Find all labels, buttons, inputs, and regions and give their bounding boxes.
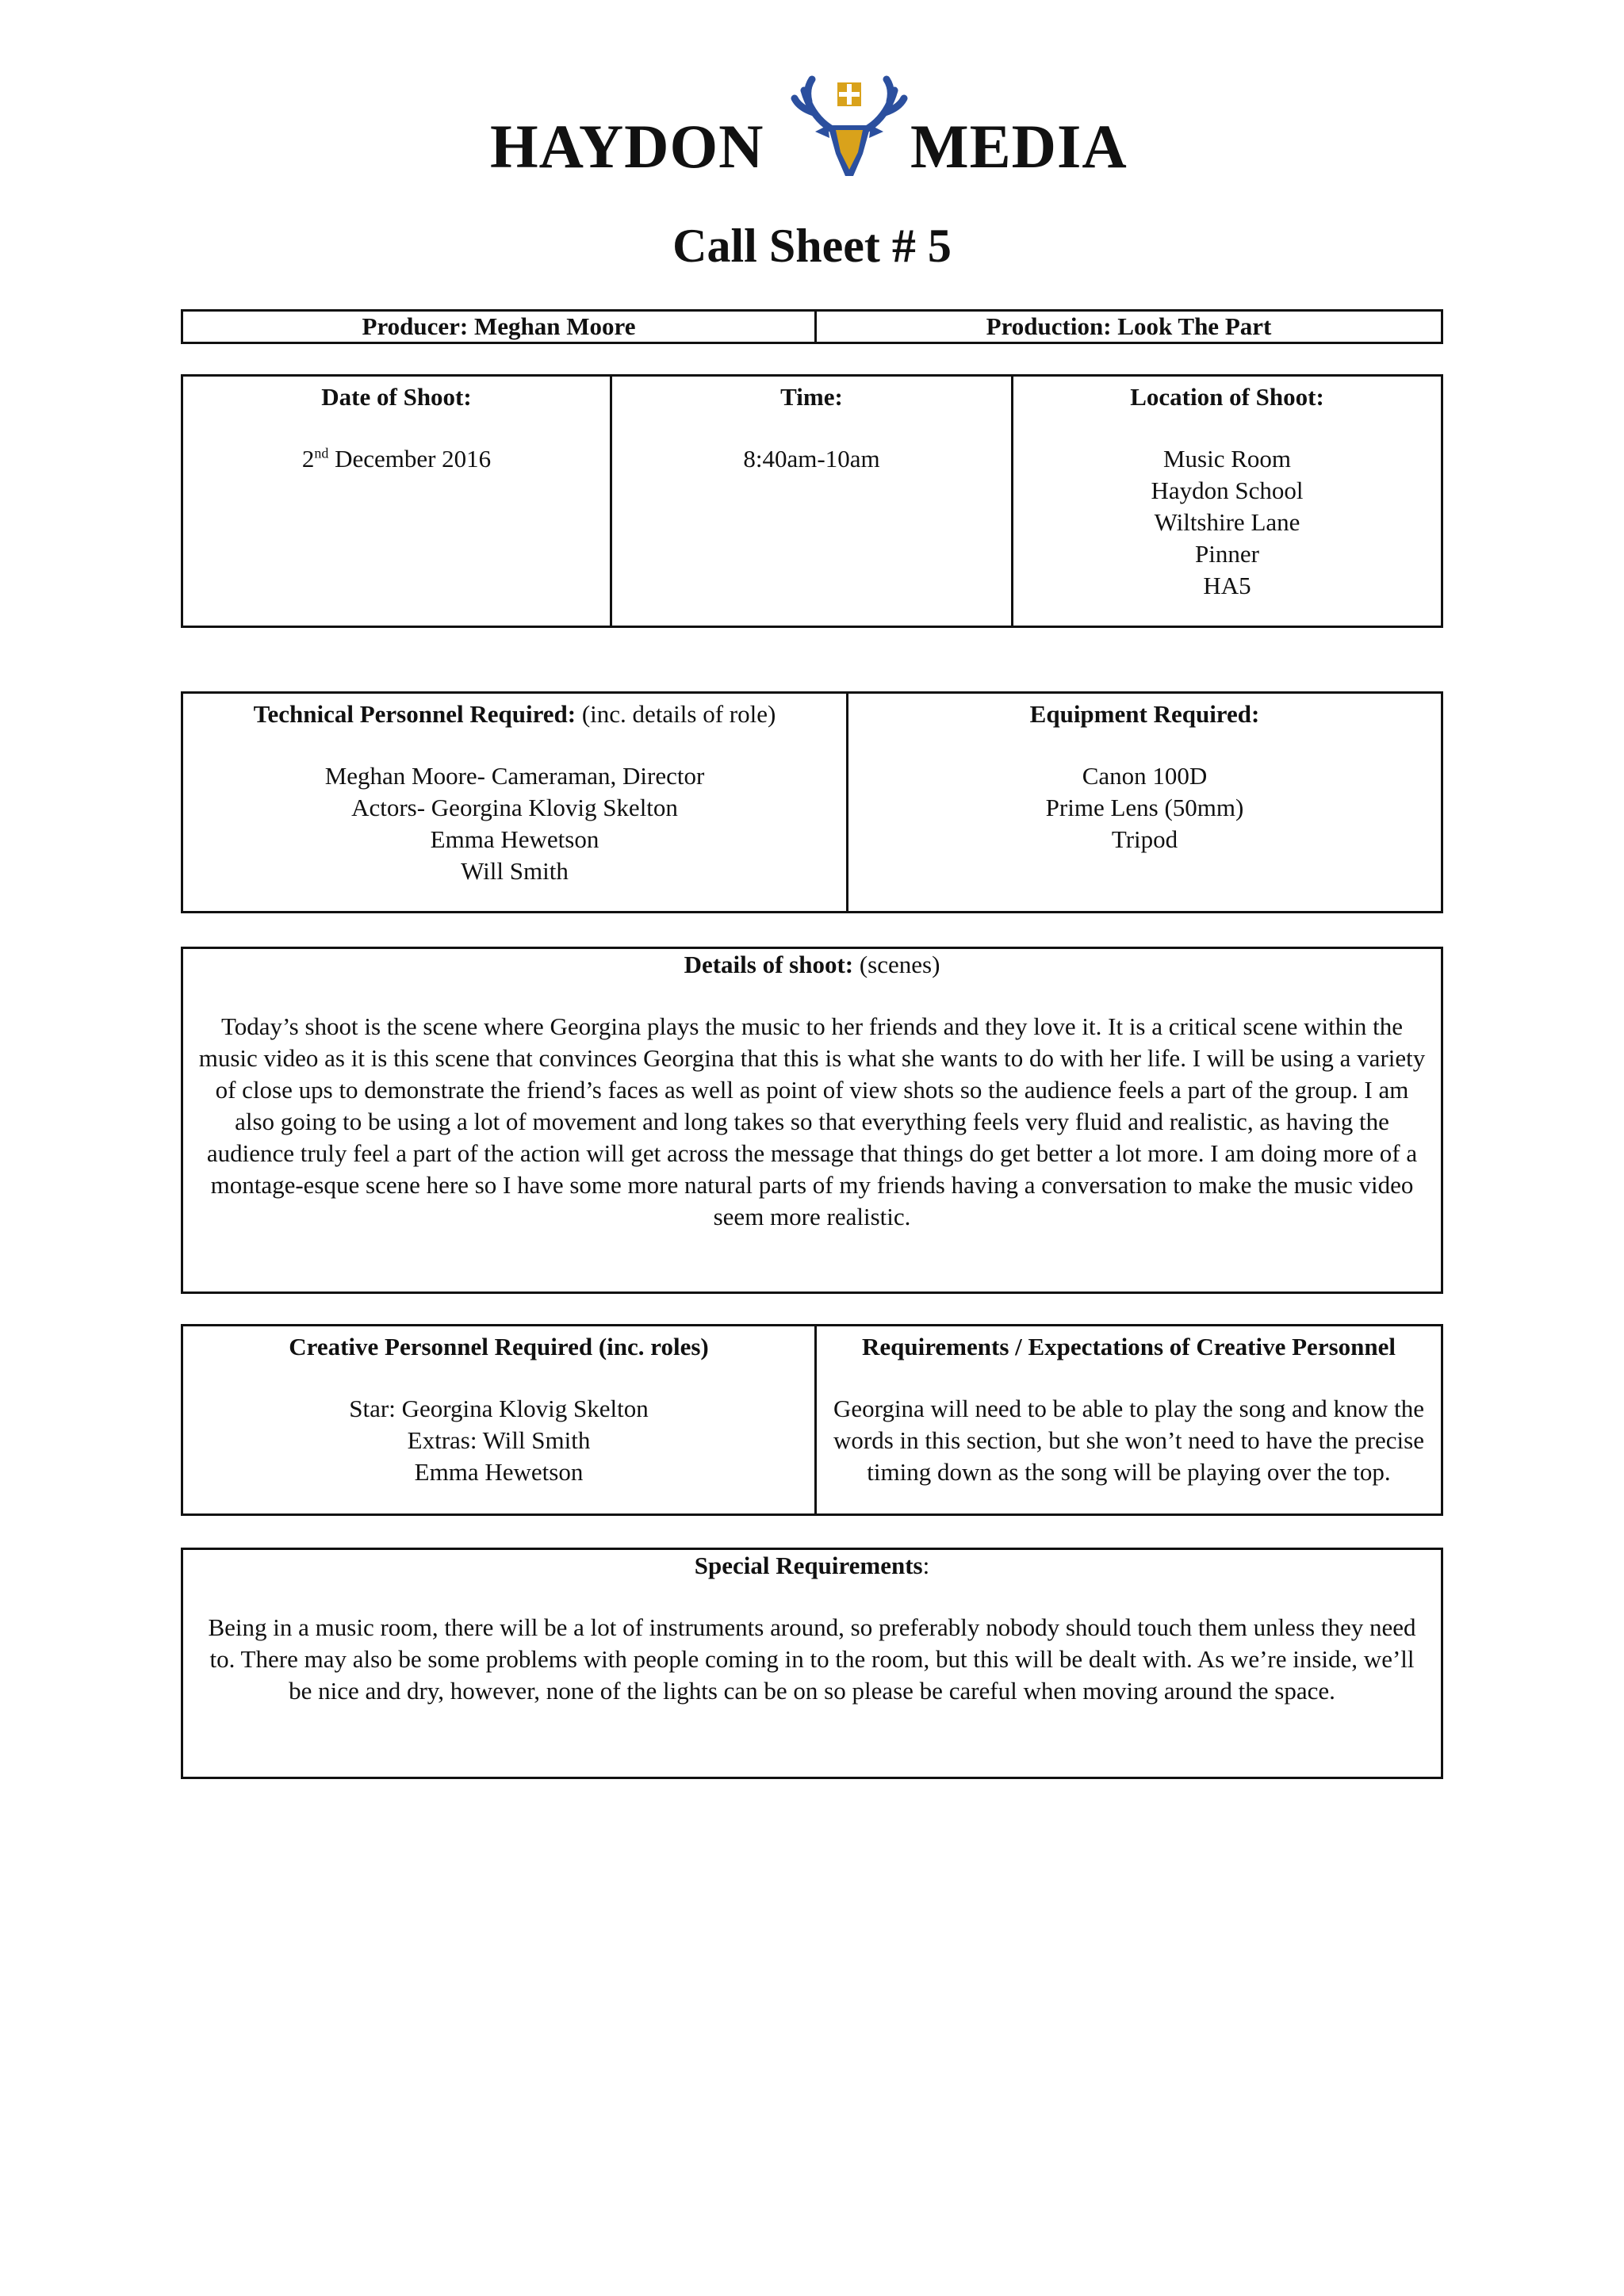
producer-production-box (181, 309, 1443, 344)
technical-cell (183, 694, 846, 911)
technical-line: Meghan Moore- Cameraman, Director (324, 762, 705, 790)
production-label: Production: (986, 312, 1112, 340)
expectations-text: Georgina will need to be able to play the song and know the words in this section, but she won’t need to have the precise timing down as the song will be playing over the top. (833, 1395, 1424, 1486)
details-text: Today’s shoot is the scene where Georgina plays the music to her friends and they love it. It is a critical scene within the music video as it is this scene that convinces Georgina that this is what she wants to do with her life. I will be using a variety of close ups to demonstrate the friend’s faces as well as point of view shots so the audience feels a part of the group. I am also going to be using a lot of movement and long takes so that everything feels very fluid and realistic, as having the audience truly feel a part of the action will get across the message that things do get better a lot more. I am doing more of a montage-esque scene here so I have some more natural parts of my friends having a conversation to make the music video seem more realistic. (198, 1012, 1426, 1230)
creative-line: Emma Hewetson (414, 1458, 584, 1486)
time-label: Time: (780, 383, 843, 411)
special-requirements-box (181, 1548, 1443, 1779)
special-text: Being in a music room, there will be a lot of instruments around, so preferably nobody should touch them unless they need to. There may also be some problems with people coming in to the room, but this will be dealt with. As we’re inside, we’ll be nice and dry, however, none of the lights can be on so please be careful when moving around the space. (208, 1613, 1416, 1705)
producer-cell (183, 312, 814, 342)
expectations-label: Requirements / Expectations of Creative Personnel (861, 1333, 1396, 1360)
producer-label: Producer: (362, 312, 469, 340)
details-box (181, 947, 1443, 1294)
time-cell (610, 377, 1011, 626)
location-line: Music Room (1162, 445, 1292, 473)
creative-line: Star: Georgina Klovig Skelton (349, 1395, 649, 1422)
equipment-line: Prime Lens (50mm) (1045, 794, 1244, 821)
location-line: Haydon School (1151, 476, 1304, 504)
creative-label: Creative Personnel Required (inc. roles) (289, 1333, 709, 1360)
expectations-cell (814, 1326, 1441, 1513)
technical-line: Will Smith (461, 857, 569, 885)
equipment-cell (846, 694, 1441, 911)
shoot-info-box (181, 374, 1443, 628)
technical-line: Actors- Georgina Klovig Skelton (351, 794, 678, 821)
location-line: Pinner (1195, 540, 1259, 568)
equipment-line: Canon 100D (1082, 762, 1208, 790)
special-header: Special Requirements: (694, 1552, 930, 1579)
producer-value: Meghan Moore (474, 312, 636, 340)
creative-cell (183, 1326, 814, 1513)
equipment-line: Tripod (1111, 825, 1178, 853)
production-value: Look The Part (1117, 312, 1272, 340)
brand-name-right: MEDIA (910, 112, 1128, 181)
location-line: HA5 (1203, 572, 1251, 599)
page-header (0, 68, 1624, 187)
location-cell (1011, 377, 1441, 626)
equipment-label: Equipment Required: (1029, 700, 1260, 728)
technical-header: Technical Personnel Required: (inc. details of role) (253, 700, 776, 728)
personnel-equipment-box (181, 691, 1443, 913)
creative-line: Extras: Will Smith (407, 1426, 591, 1454)
details-header: Details of shoot: (scenes) (684, 951, 940, 978)
location-line: Wiltshire Lane (1154, 508, 1300, 536)
date-label: Date of Shoot: (321, 383, 472, 411)
technical-line: Emma Hewetson (430, 825, 599, 853)
page-title: Call Sheet # 5 (672, 220, 952, 272)
stag-head-crest-icon (790, 75, 909, 186)
production-cell (814, 312, 1441, 342)
time-value: 8:40am-10am (743, 445, 880, 473)
date-cell (183, 377, 610, 626)
date-value: 2nd December 2016 (301, 445, 492, 473)
brand-name-left: HAYDON (490, 112, 764, 181)
creative-box (181, 1324, 1443, 1516)
location-label: Location of Shoot: (1130, 383, 1324, 411)
